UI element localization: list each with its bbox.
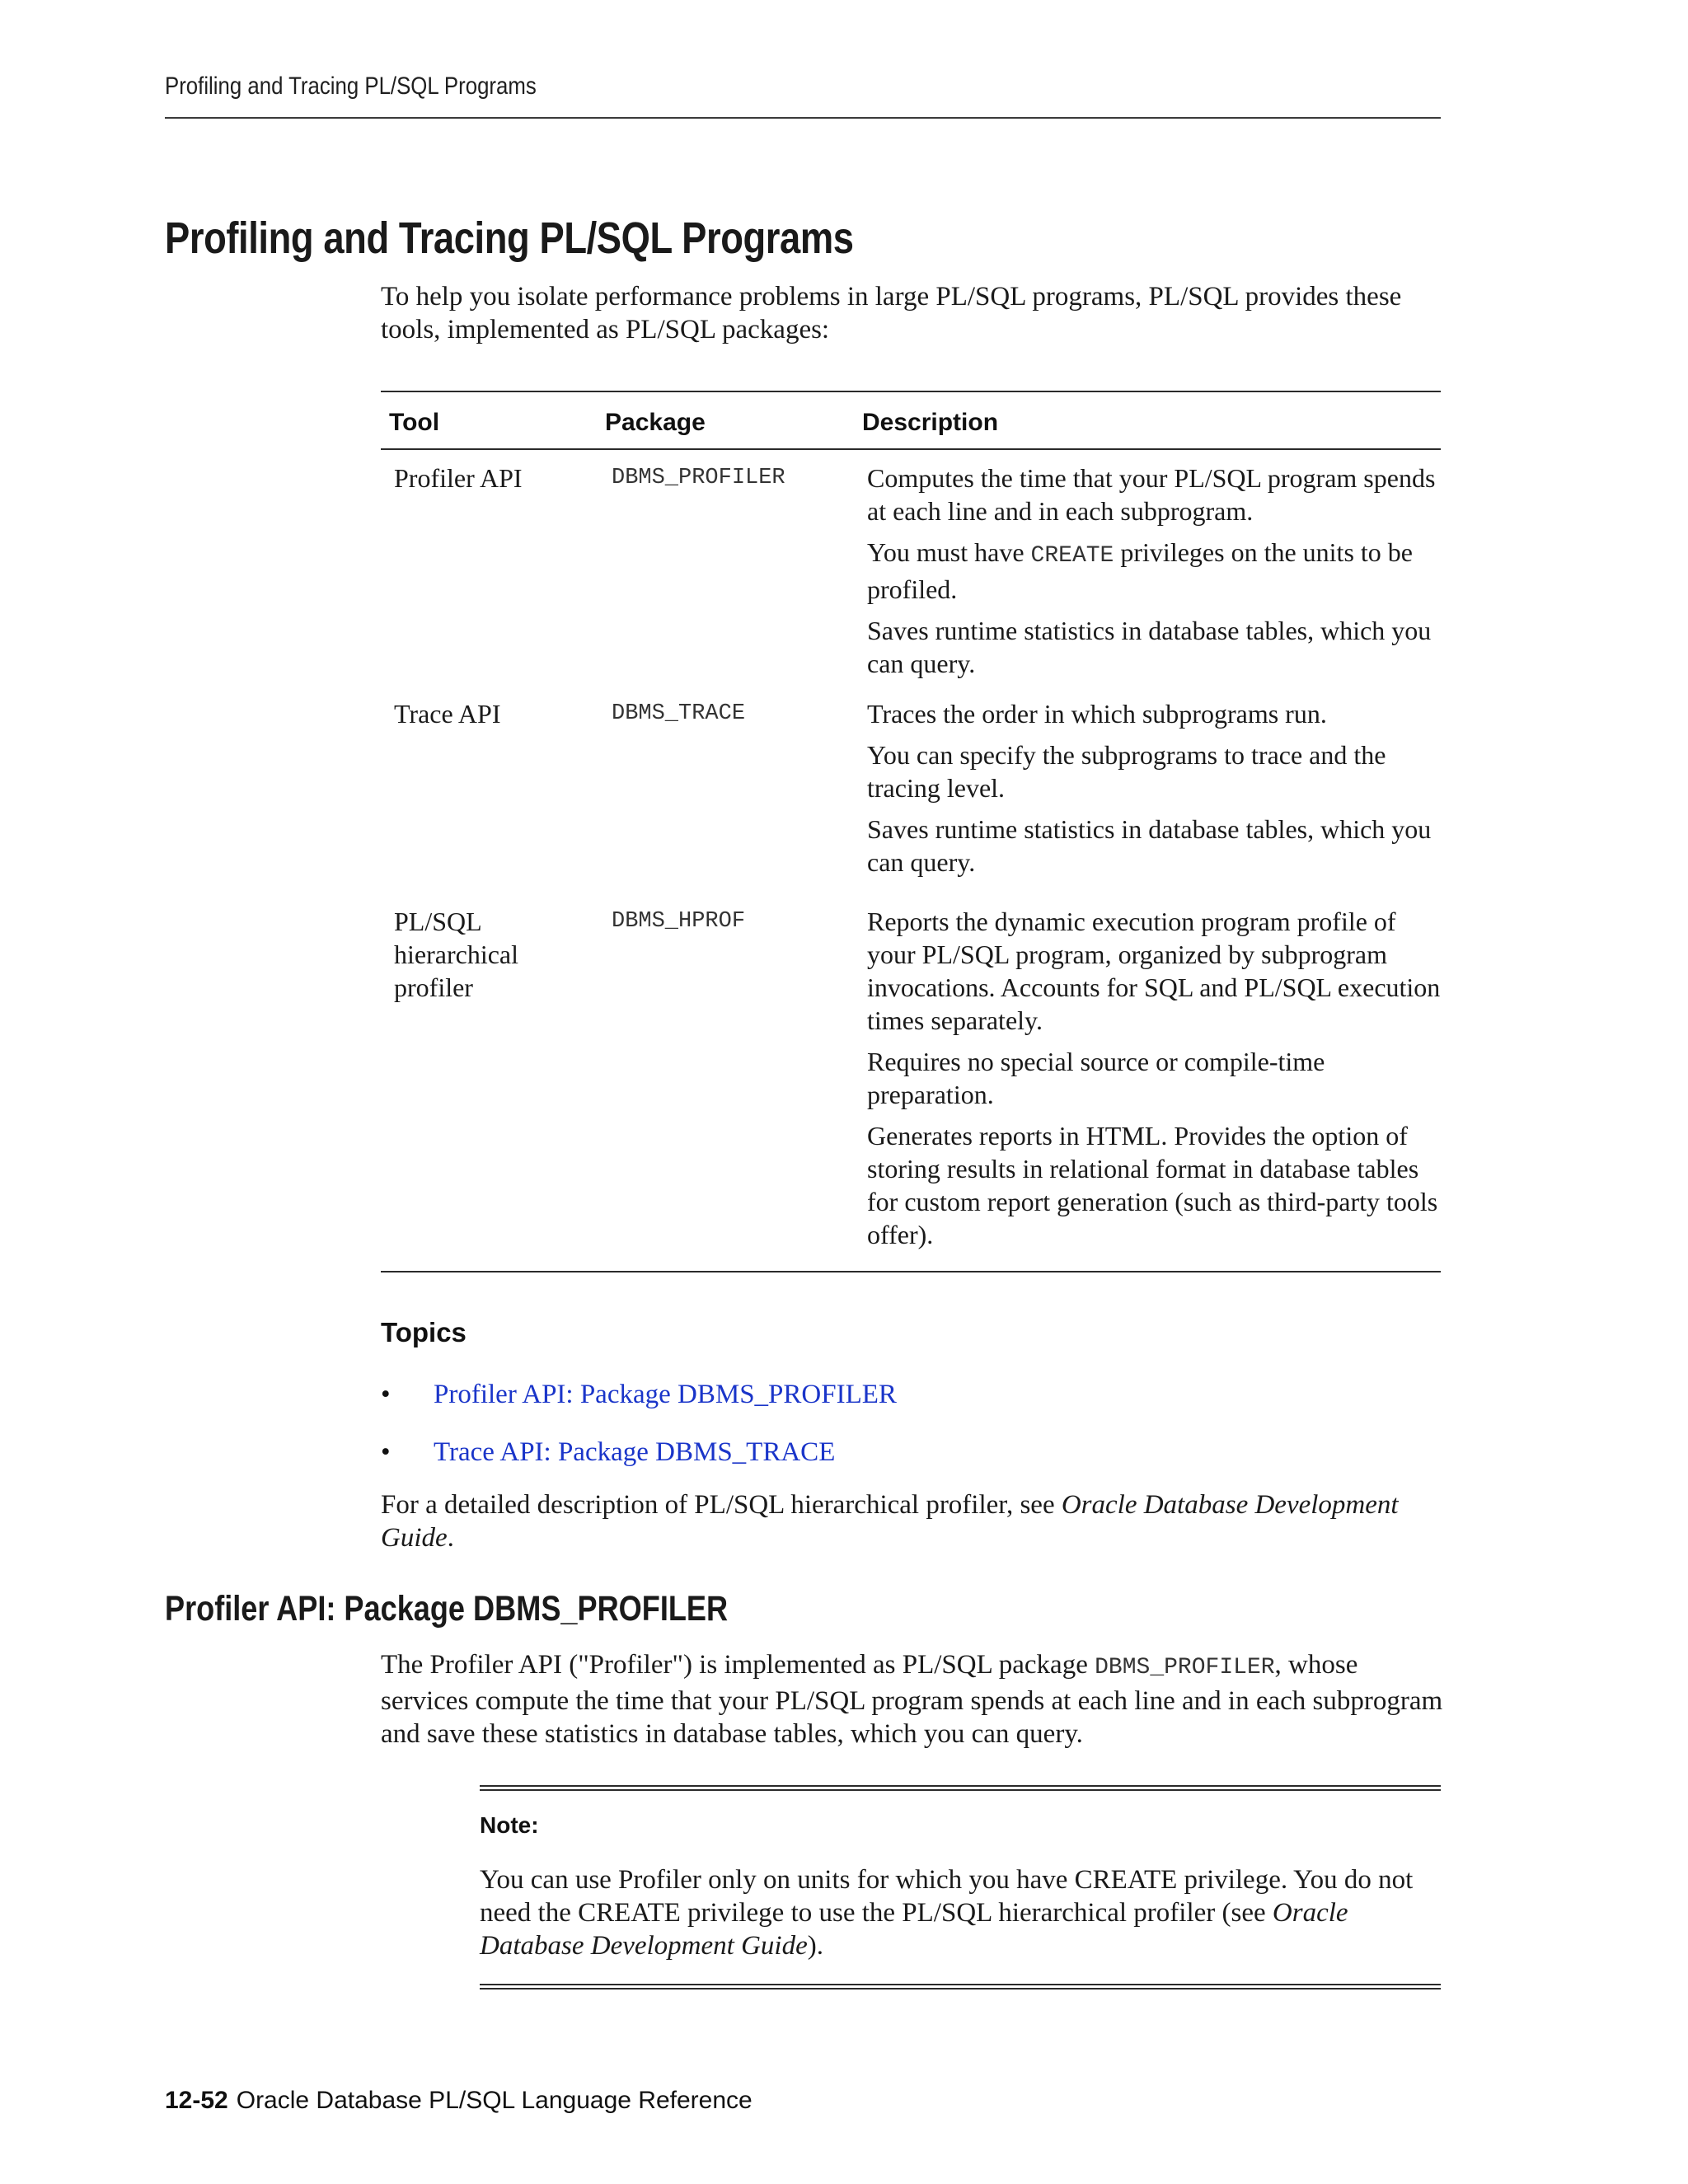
note-text: You can use Profiler only on units for which you have CREATE privilege. You do not need the CREATE privilege to use the PL/SQL hierarchical profiler (see Oracle Database Development Guide). (480, 1865, 1414, 1961)
row-tool: Profiler API (394, 463, 523, 493)
book-title: Oracle Database PL/SQL Language Reference (236, 2087, 753, 2114)
table-row (381, 905, 1441, 1271)
book-reference: Oracle Database Development Guide (381, 1490, 1399, 1553)
header-tool: Tool (389, 409, 440, 436)
row-description (867, 905, 1444, 1259)
desc-line: Traces the order in which subprograms run. (867, 699, 1327, 729)
note-bottom-rule (480, 1984, 1441, 1990)
header-rule (165, 117, 1441, 119)
table-bottom-rule (381, 1271, 1441, 1272)
row-package: DBMS_HPROF (612, 909, 746, 934)
table-row (381, 450, 1441, 697)
table-row (381, 697, 1441, 905)
header-description: Description (862, 409, 999, 436)
page-footer (165, 2087, 753, 2115)
row-package: DBMS_PROFILER (612, 466, 785, 490)
row-description (867, 697, 1444, 887)
row-tool: PL/SQL hierarchical profiler (394, 907, 518, 1002)
note-top-rule (480, 1785, 1441, 1791)
header-package: Package (605, 409, 706, 436)
inline-code: DBMS_PROFILER (1095, 1655, 1275, 1680)
page-number: 12-52 (165, 2087, 228, 2114)
profiler-paragraph: The Profiler API ("Profiler") is implemented as PL/SQL package DBMS_PROFILER, whose services compute the time that your PL/SQL program spends at each line and in each subprogram and save these statistics in database tables, which you can query. (381, 1650, 1443, 1749)
topic-link-profiler[interactable]: Profiler API: Package DBMS_PROFILER (434, 1380, 897, 1409)
row-tool: Trace API (394, 699, 501, 729)
running-header: Profiling and Tracing PL/SQL Programs (165, 73, 537, 100)
book-reference: Oracle Database Development Guide (480, 1898, 1348, 1961)
table-header-row (381, 392, 1441, 448)
note-box (480, 1785, 1441, 1990)
desc-line: You must have CREATE privileges on the units to be profiled. (867, 537, 1413, 604)
desc-line: Reports the dynamic execution program profile of your PL/SQL program, organized by subprogram invocations. Accounts for SQL and PL/SQL execution times separately. (867, 907, 1441, 1035)
see-also-paragraph: For a detailed description of PL/SQL hierarchical profiler, see Oracle Database Development Guide. (381, 1490, 1399, 1553)
tools-table (381, 391, 1441, 1272)
desc-line: Saves runtime statistics in database tables, which you can query. (867, 616, 1432, 678)
row-description (867, 462, 1444, 688)
desc-line: Generates reports in HTML. Provides the option of storing results in relational format in database tables for custom report generation (such as third-party tools offer). (867, 1121, 1438, 1249)
desc-line: You can specify the subprograms to trace and the tracing level. (867, 740, 1386, 803)
desc-line: Saves runtime statistics in database tables, which you can query. (867, 814, 1432, 877)
desc-line: Computes the time that your PL/SQL program spends at each line and in each subprogram. (867, 463, 1436, 526)
intro-paragraph: To help you isolate performance problems in large PL/SQL programs, PL/SQL provides these tools, implemented as PL/SQL packages: (381, 282, 1402, 344)
subsection-title: Profiler API: Package DBMS_PROFILER (165, 1589, 729, 1629)
desc-line: Requires no special source or compile-time preparation. (867, 1047, 1325, 1109)
topics-heading: Topics (381, 1317, 467, 1347)
note-label: Note: (480, 1812, 539, 1838)
row-package: DBMS_TRACE (612, 701, 746, 726)
bullet: • (381, 1380, 391, 1409)
section-title: Profiling and Tracing PL/SQL Programs (165, 213, 854, 263)
topic-link-trace[interactable]: Trace API: Package DBMS_TRACE (434, 1437, 836, 1467)
bullet: • (381, 1437, 391, 1467)
